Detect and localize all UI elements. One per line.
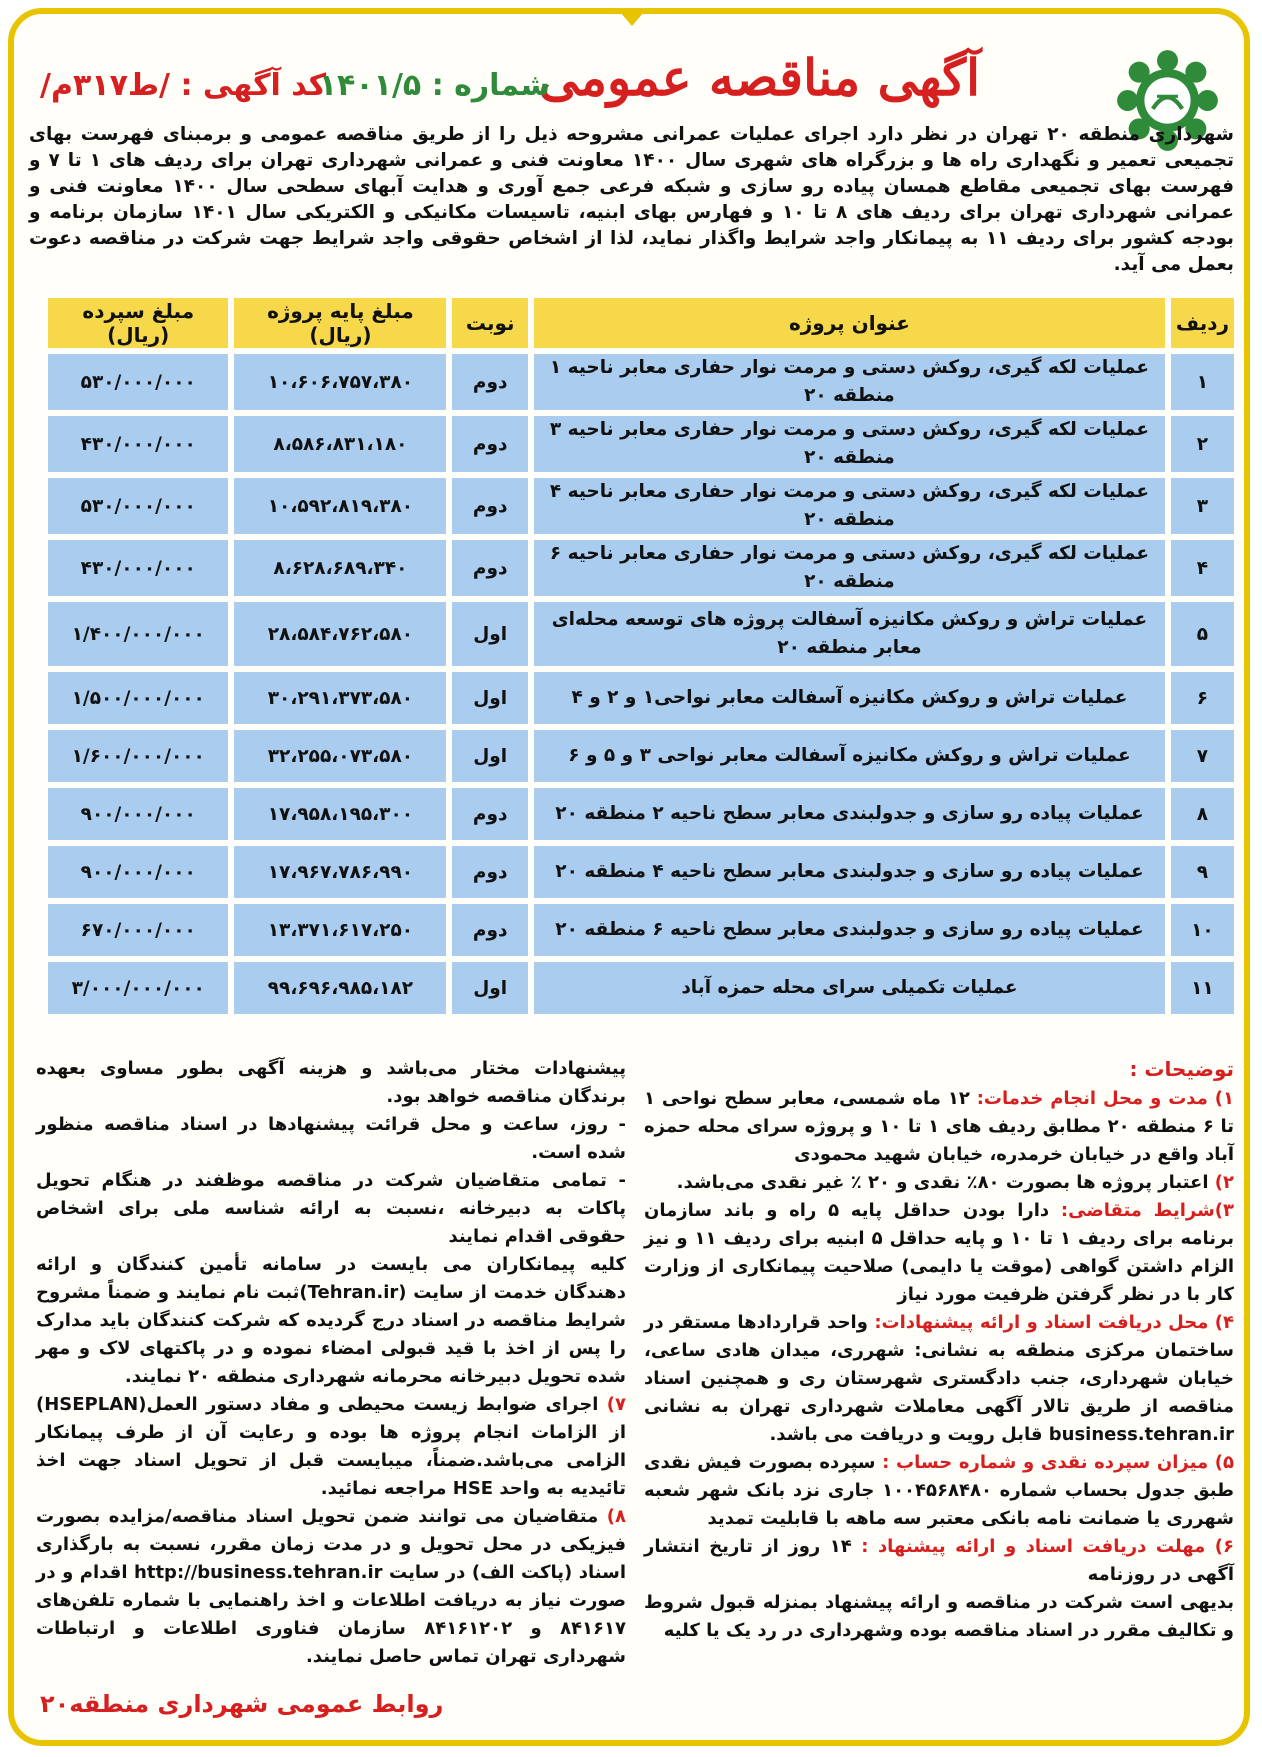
note5-text: سپرده بصورت فیش نقدی طبق جدول بحساب شماره ۱۰۰۴۵۶۸۴۸۰ جاری نزد بانک شهر شعبه شهرری یا ضمانت نامه بانکی معتبر سه ماهه با قابلیت تمدید — [644, 1452, 1235, 1529]
cell-turn: دوم — [446, 540, 528, 596]
note5-label: ۵) میزان سپرده نقدی و شماره حساب : — [882, 1452, 1234, 1473]
footer-signature: روابط عمومی شهرداری منطقه۲۰ — [40, 1690, 444, 1718]
note-left-p3: - تمامی متقاضیان شرکت در مناقصه موظفند در هنگام تحویل پاکات به دبیرخانه ،نسبت به ارائه شناسه ملی برای اشخاص حقوقی اقدام نمایند — [36, 1170, 626, 1247]
cell-idx: ۱۰ — [1165, 904, 1234, 956]
table-row — [42, 354, 1234, 410]
cell-idx: ۵ — [1165, 602, 1234, 666]
cell-base: ۱۷،۹۵۸،۱۹۵،۳۰۰ — [228, 788, 446, 840]
cell-base: ۹۹،۶۹۶،۹۸۵،۱۸۲ — [228, 962, 446, 1014]
cell-deposit: ۹۰۰/۰۰۰/۰۰۰ — [42, 846, 228, 898]
cell-deposit: ۱/۵۰۰/۰۰۰/۰۰۰ — [42, 672, 228, 724]
cell-title: عملیات پیاده رو سازی و جدولبندی معابر سطح ناحیه ۶ منطقه ۲۰ — [528, 904, 1165, 956]
cell-base: ۸،۵۸۶،۸۳۱،۱۸۰ — [228, 416, 446, 472]
cell-idx: ۳ — [1165, 478, 1234, 534]
cell-turn: دوم — [446, 846, 528, 898]
note6-label: ۶) مهلت دریافت اسناد و ارائه پیشنهاد : — [861, 1536, 1234, 1557]
cell-title: عملیات پیاده رو سازی و جدولبندی معابر سطح ناحیه ۴ منطقه ۲۰ — [528, 846, 1165, 898]
intro-text: در نظر دارد اجرای عملیات عمرانی مشروحه ذیل را از طریق مناقصه عمومی و برمبنای فهرست بهای تجمیعی تعمیر و نگهداری راه ها و بزرگراه های شهری سال ۱۴۰۰ معاونت فنی و عمرانی شهرداری تهران برای ردیف های ۱ تا ۷ و فهرست بهای تجمیعی مقاطع همسان پیاده رو سازی و شبکه فرعی جمع آوری و هدایت آبهای سطحی سال ۱۴۰۰ معاونت فنی و عمرانی شهرداری تهران برای ردیف های ۸ تا ۱۰ و فهارس بهای ابنیه، تاسیسات مکانیکی و الکتریکی سال ۱۴۰۱ سازمان برنامه و بودجه کشور برای ردیف ۱۱ به پیمانکار واجد شرایط واگذار نماید، لذا از اشخاص حقوقی واجد شرایط جهت شرکت در مناقصه دعوت بعمل می آید. — [29, 124, 1234, 275]
cell-base: ۱۰،۵۹۲،۸۱۹،۳۸۰ — [228, 478, 446, 534]
cell-base: ۸،۶۲۸،۶۸۹،۳۴۰ — [228, 540, 446, 596]
cell-turn: دوم — [446, 904, 528, 956]
projects-table — [42, 292, 1234, 1020]
table-row — [42, 672, 1234, 724]
cell-turn: اول — [446, 962, 528, 1014]
cell-base: ۲۸،۵۸۴،۷۶۲،۵۸۰ — [228, 602, 446, 666]
header-idx: ردیف — [1165, 298, 1234, 348]
table-row — [42, 478, 1234, 534]
ad-number — [319, 68, 550, 103]
notes-left-column — [36, 1055, 626, 1671]
notes-heading: توضیحات : — [1129, 1057, 1234, 1081]
cell-turn: دوم — [446, 354, 528, 410]
note2-num: ۲) — [1214, 1172, 1234, 1193]
cell-deposit: ۴۳۰/۰۰۰/۰۰۰ — [42, 540, 228, 596]
cell-idx: ۲ — [1165, 416, 1234, 472]
cell-title: عملیات تراش و روکش مکانیزه آسفالت پروژه های توسعه محله‌ای معابر منطقه ۲۰ — [528, 602, 1165, 666]
note4-label: ۴) محل دریافت اسناد و ارائه پیشنهادات: — [874, 1312, 1234, 1333]
note6-text: ۱۴ روز از تاریخ انتشار آگهی در روزنامه — [644, 1536, 1234, 1585]
cell-base: ۳۲،۲۵۵،۰۷۳،۵۸۰ — [228, 730, 446, 782]
cell-turn: اول — [446, 672, 528, 724]
cell-base: ۱۰،۶۰۶،۷۵۷،۳۸۰ — [228, 354, 446, 410]
cell-base: ۱۳،۳۷۱،۶۱۷،۲۵۰ — [228, 904, 446, 956]
ad-code-value: /ط۳۱۷م/ — [40, 68, 171, 103]
note7-text: اجرای ضوابط زیست محیطی و مفاد دستور العمل(HSEPLAN) از الزامات انجام پروژه ها بوده و رعایت آن از طرف پیمانکار الزامی می‌باشد.ضمناً، میبایست قبل از تحویل اسناد جهت اخذ تائیدیه به واحد HSE مراجعه نمائید. — [36, 1394, 626, 1499]
cell-title: عملیات تکمیلی سرای محله حمزه آباد — [528, 962, 1165, 1014]
cell-deposit: ۱/۶۰۰/۰۰۰/۰۰۰ — [42, 730, 228, 782]
note1-text: ۱۲ ماه شمسی، معابر سطح نواحی ۱ تا ۶ منطقه ۲۰ مطابق ردیف های ۱ تا ۱۰ و پروژه سرای محله حمزه آباد واقع در خیابان خرمدره، خیابان شهید محمودی — [644, 1088, 1234, 1165]
cell-idx: ۱۱ — [1165, 962, 1234, 1014]
cell-idx: ۹ — [1165, 846, 1234, 898]
note8-num: ۸) — [606, 1506, 626, 1527]
cell-title: عملیات تراش و روکش مکانیزه آسفالت معابر نواحی ۳ و ۵ و ۶ — [528, 730, 1165, 782]
cell-title: عملیات پیاده رو سازی و جدولبندی معابر سطح ناحیه ۲ منطقه ۲۰ — [528, 788, 1165, 840]
note-left-p1: پیشنهادات مختار می‌باشد و هزینه آگهی بطور مساوی بعهده برندگان مناقصه خواهد بود. — [36, 1058, 626, 1107]
cell-deposit: ۹۰۰/۰۰۰/۰۰۰ — [42, 788, 228, 840]
cell-turn: اول — [446, 730, 528, 782]
frame-notch — [620, 12, 644, 26]
cell-turn: اول — [446, 602, 528, 666]
table-row — [42, 416, 1234, 472]
cell-idx: ۱ — [1165, 354, 1234, 410]
ad-number-label: شماره : — [431, 68, 550, 103]
table-row — [42, 846, 1234, 898]
notes-right-column — [644, 1055, 1234, 1645]
note3-label: ۳)شرایط متقاضی: — [1060, 1200, 1234, 1221]
cell-deposit: ۶۷۰/۰۰۰/۰۰۰ — [42, 904, 228, 956]
ad-number-value: ۱۴۰۱/۵ — [318, 68, 422, 103]
header-deposit: مبلغ سپرده (ریال) — [42, 298, 228, 348]
table-row — [42, 540, 1234, 596]
note8-text: متقاضیان می توانند ضمن تحویل اسناد مناقصه/مزایده بصورت فیزیکی در محل تحویل و در مدت زمان مقرر، نسبت به بارگذاری اسناد (پاکت الف) در سایت http://business.tehran.ir اقدام و در صورت نیاز به دریافت اطلاعات و اخذ راهنمایی با شماره تلفن‌های ۸۴۱۶۱۷ و ۸۴۱۶۱۲۰۲ سازمان فناوری اطلاعات و ارتباطات شهرداری تهران تماس حاصل نمایند. — [36, 1506, 626, 1667]
cell-deposit: ۵۳۰/۰۰۰/۰۰۰ — [42, 478, 228, 534]
cell-title: عملیات لکه گیری، روکش دستی و مرمت نوار حفاری معابر ناحیه ۶ منطقه ۲۰ — [528, 540, 1165, 596]
cell-title: عملیات لکه گیری، روکش دستی و مرمت نوار حفاری معابر ناحیه ۴ منطقه ۲۰ — [528, 478, 1165, 534]
cell-title: عملیات لکه گیری، روکش دستی و مرمت نوار حفاری معابر ناحیه ۳ منطقه ۲۰ — [528, 416, 1165, 472]
header-base: مبلغ پایه پروژه (ریال) — [228, 298, 446, 348]
cell-deposit: ۱/۴۰۰/۰۰۰/۰۰۰ — [42, 602, 228, 666]
ad-code-label: کد آگهی : — [180, 68, 327, 103]
table-row — [42, 602, 1234, 666]
header-title: عنوان پروژه — [528, 298, 1165, 348]
header-turn: نوبت — [446, 298, 528, 348]
note3-text: دارا بودن حداقل پایه ۵ راه و باند سازمان برنامه برای ردیف ۱ تا ۱۰ و پایه حداقل ۵ ابنیه برای ردیف ۱۱ و نیز الزام داشتن گواهی (موقت یا دایمی) صلاحیت پیمانکاری از وزارت کار با در نظر گرفتن ظرفیت مورد نیاز — [644, 1200, 1234, 1305]
note1-label: ۱) مدت و محل انجام خدمات: — [976, 1088, 1234, 1109]
ad-title: آگهی مناقصه عمومی — [538, 48, 980, 107]
note4-text: واحد قراردادها مستقر در ساختمان مرکزی منطقه به نشانی: شهرری، میدان هادی ساعی، خیابان شهرداری، جنب دادگستری شهرستان ری و همچنین اسناد مناقصه از طریق تالار آگهی معاملات شهرداری تهران به نشانی business.tehran.ir قابل رویت و دریافت می باشد. — [644, 1312, 1234, 1445]
intro-paragraph — [29, 122, 1234, 278]
intro-lead: شهرداری منطقه ۲۰ تهران — [985, 124, 1234, 145]
cell-idx: ۶ — [1165, 672, 1234, 724]
cell-base: ۳۰،۲۹۱،۳۷۳،۵۸۰ — [228, 672, 446, 724]
table-row — [42, 730, 1234, 782]
cell-deposit: ۴۳۰/۰۰۰/۰۰۰ — [42, 416, 228, 472]
note7-num: ۷) — [606, 1394, 626, 1415]
note-left-p2: - روز، ساعت و محل قرائت پیشنهادها در اسناد مناقصه منظور شده است. — [36, 1114, 626, 1163]
note2-text: اعتبار پروژه ها بصورت ۸۰٪ نقدی و ۲۰ ٪ غیر نقدی می‌باشد. — [676, 1172, 1215, 1193]
note-left-p4: کلیه پیمانکاران می بایست در سامانه تأمین کنندگان و ارائه دهندگان خدمت از سایت (Tehran.ir)ثبت نام نمایند و ضمناً مشروح شرایط مناقصه در اسناد درج گردیده که شرکت کنندگان باید مدارک را پس از اخذ با قید قبولی امضاء نموده و در پاکتهای لاک و مهر شده تحویل دبیرخانه محرمانه شهرداری منطقه ۲۰ نمایند. — [36, 1254, 626, 1387]
cell-turn: دوم — [446, 416, 528, 472]
cell-title: عملیات لکه گیری، روکش دستی و مرمت نوار حفاری معابر ناحیه ۱ منطقه ۲۰ — [528, 354, 1165, 410]
ad-header — [30, 40, 1230, 135]
cell-base: ۱۷،۹۶۷،۷۸۶،۹۹۰ — [228, 846, 446, 898]
cell-turn: دوم — [446, 478, 528, 534]
table-row — [42, 962, 1234, 1014]
table-row — [42, 904, 1234, 956]
ad-code — [40, 68, 326, 103]
note6-more: بدیهی است شرکت در مناقصه و ارائه پیشنهاد بمنزله قبول شروط و تکالیف مقرر در اسناد مناقصه بوده وشهرداری در رد یک یا کلیه — [644, 1592, 1234, 1641]
cell-deposit: ۵۳۰/۰۰۰/۰۰۰ — [42, 354, 228, 410]
cell-idx: ۷ — [1165, 730, 1234, 782]
table-header-row — [42, 298, 1234, 348]
cell-idx: ۸ — [1165, 788, 1234, 840]
cell-deposit: ۳/۰۰۰/۰۰۰/۰۰۰ — [42, 962, 228, 1014]
cell-turn: دوم — [446, 788, 528, 840]
cell-title: عملیات تراش و روکش مکانیزه آسفالت معابر نواحی۱ و ۲ و ۴ — [528, 672, 1165, 724]
table-row — [42, 788, 1234, 840]
cell-idx: ۴ — [1165, 540, 1234, 596]
